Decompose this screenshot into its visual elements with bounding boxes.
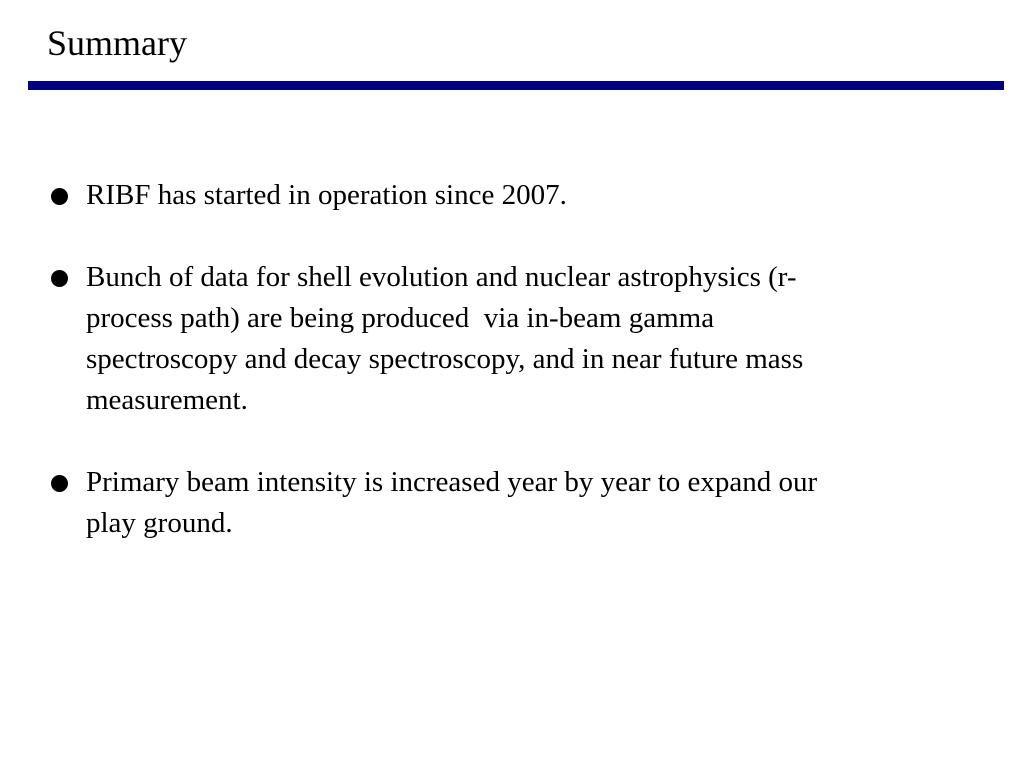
bullet-text: Primary beam intensity is increased year by year to expand our play ground. [86,466,818,539]
bullet-text: Bunch of data for shell evolution and nuclear astrophysics (r- process path) are being produced via in-beam gamma spectroscopy and decay spectroscopy, and in near future mass measurement. [86,261,804,416]
slide-title: Summary [47,23,187,63]
bullet-dot-icon [51,475,68,492]
title-divider [28,81,1004,90]
bullet-text: RIBF has started in operation since 2007. [86,179,567,211]
bullet-dot-icon [51,188,68,205]
bullet-dot-icon [51,270,68,287]
